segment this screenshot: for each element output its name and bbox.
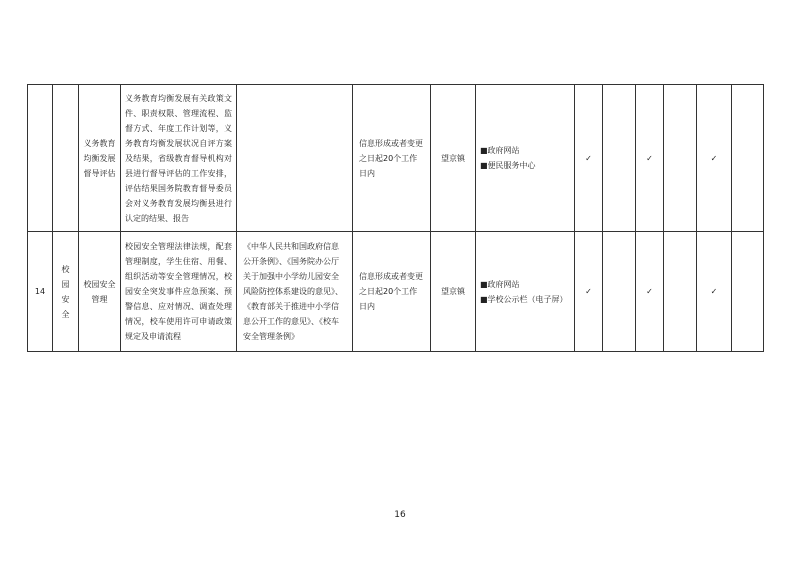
channel-item: ■政府网站 (480, 279, 520, 289)
basis-cell (237, 85, 353, 232)
check-cell (603, 85, 636, 232)
check-cell: ✓ (697, 85, 732, 232)
row-number: 14 (28, 232, 53, 352)
check-cell (732, 85, 764, 232)
check-cell: ✓ (636, 85, 664, 232)
check-cell (664, 85, 697, 232)
check-cell (664, 232, 697, 352)
item-cell: 校园安全管理 (79, 232, 121, 352)
content-cell: 义务教育均衡发展有关政策文件、职责权限、管理流程、监督方式、年度工作计划等，义务教育均衡发展状况自评方案及结果，省级教育督导机构对县进行督导评估的工作安排，评估结果国务院教育督导委员会对义务教育发展均衡县进行认定的结果、报告 (121, 85, 237, 232)
channel-item: ■学校公示栏（电子屏） (480, 294, 568, 304)
channel-item: ■政府网站 (480, 146, 520, 155)
time-limit-cell: 信息形成或者变更之日起20个工作日内 (353, 232, 431, 352)
content-cell: 校园安全管理法律法规，配套管理制度，学生住宿、用餐、组织活动等安全管理情况，校园安全突发事件应急预案、预警信息、应对情况、调查处理情况，校车使用许可申请政策规定及申请流程 (121, 232, 237, 352)
subject-cell: 望京镇 (431, 232, 476, 352)
check-cell: ✓ (636, 232, 664, 352)
page-number: 16 (394, 510, 406, 520)
row-number (28, 85, 53, 232)
table-row (28, 85, 764, 232)
time-limit-cell: 信息形成或者变更之日起20个工作日内 (353, 85, 431, 232)
category-cell (53, 85, 79, 232)
check-cell (603, 232, 636, 352)
channel-item: ■便民服务中心 (480, 161, 536, 170)
check-cell: ✓ (575, 232, 603, 352)
channel-cell (476, 232, 575, 352)
check-cell: ✓ (697, 232, 732, 352)
item-cell: 义务教育均衡发展督导评估 (79, 85, 121, 232)
table-row (28, 232, 764, 352)
category-cell: 校园安全 (53, 232, 79, 352)
check-cell: ✓ (575, 85, 603, 232)
disclosure-table (27, 84, 764, 352)
subject-cell: 望京镇 (431, 85, 476, 232)
check-cell (732, 232, 764, 352)
basis-cell: 《中华人民共和国政府信息公开条例》、《国务院办公厅关于加强中小学幼儿园安全风险防控体系建设的意见》、《教育部关于推进中小学信息公开工作的意见》、《校车安全管理条例》 (237, 232, 353, 352)
channel-cell (476, 85, 575, 232)
